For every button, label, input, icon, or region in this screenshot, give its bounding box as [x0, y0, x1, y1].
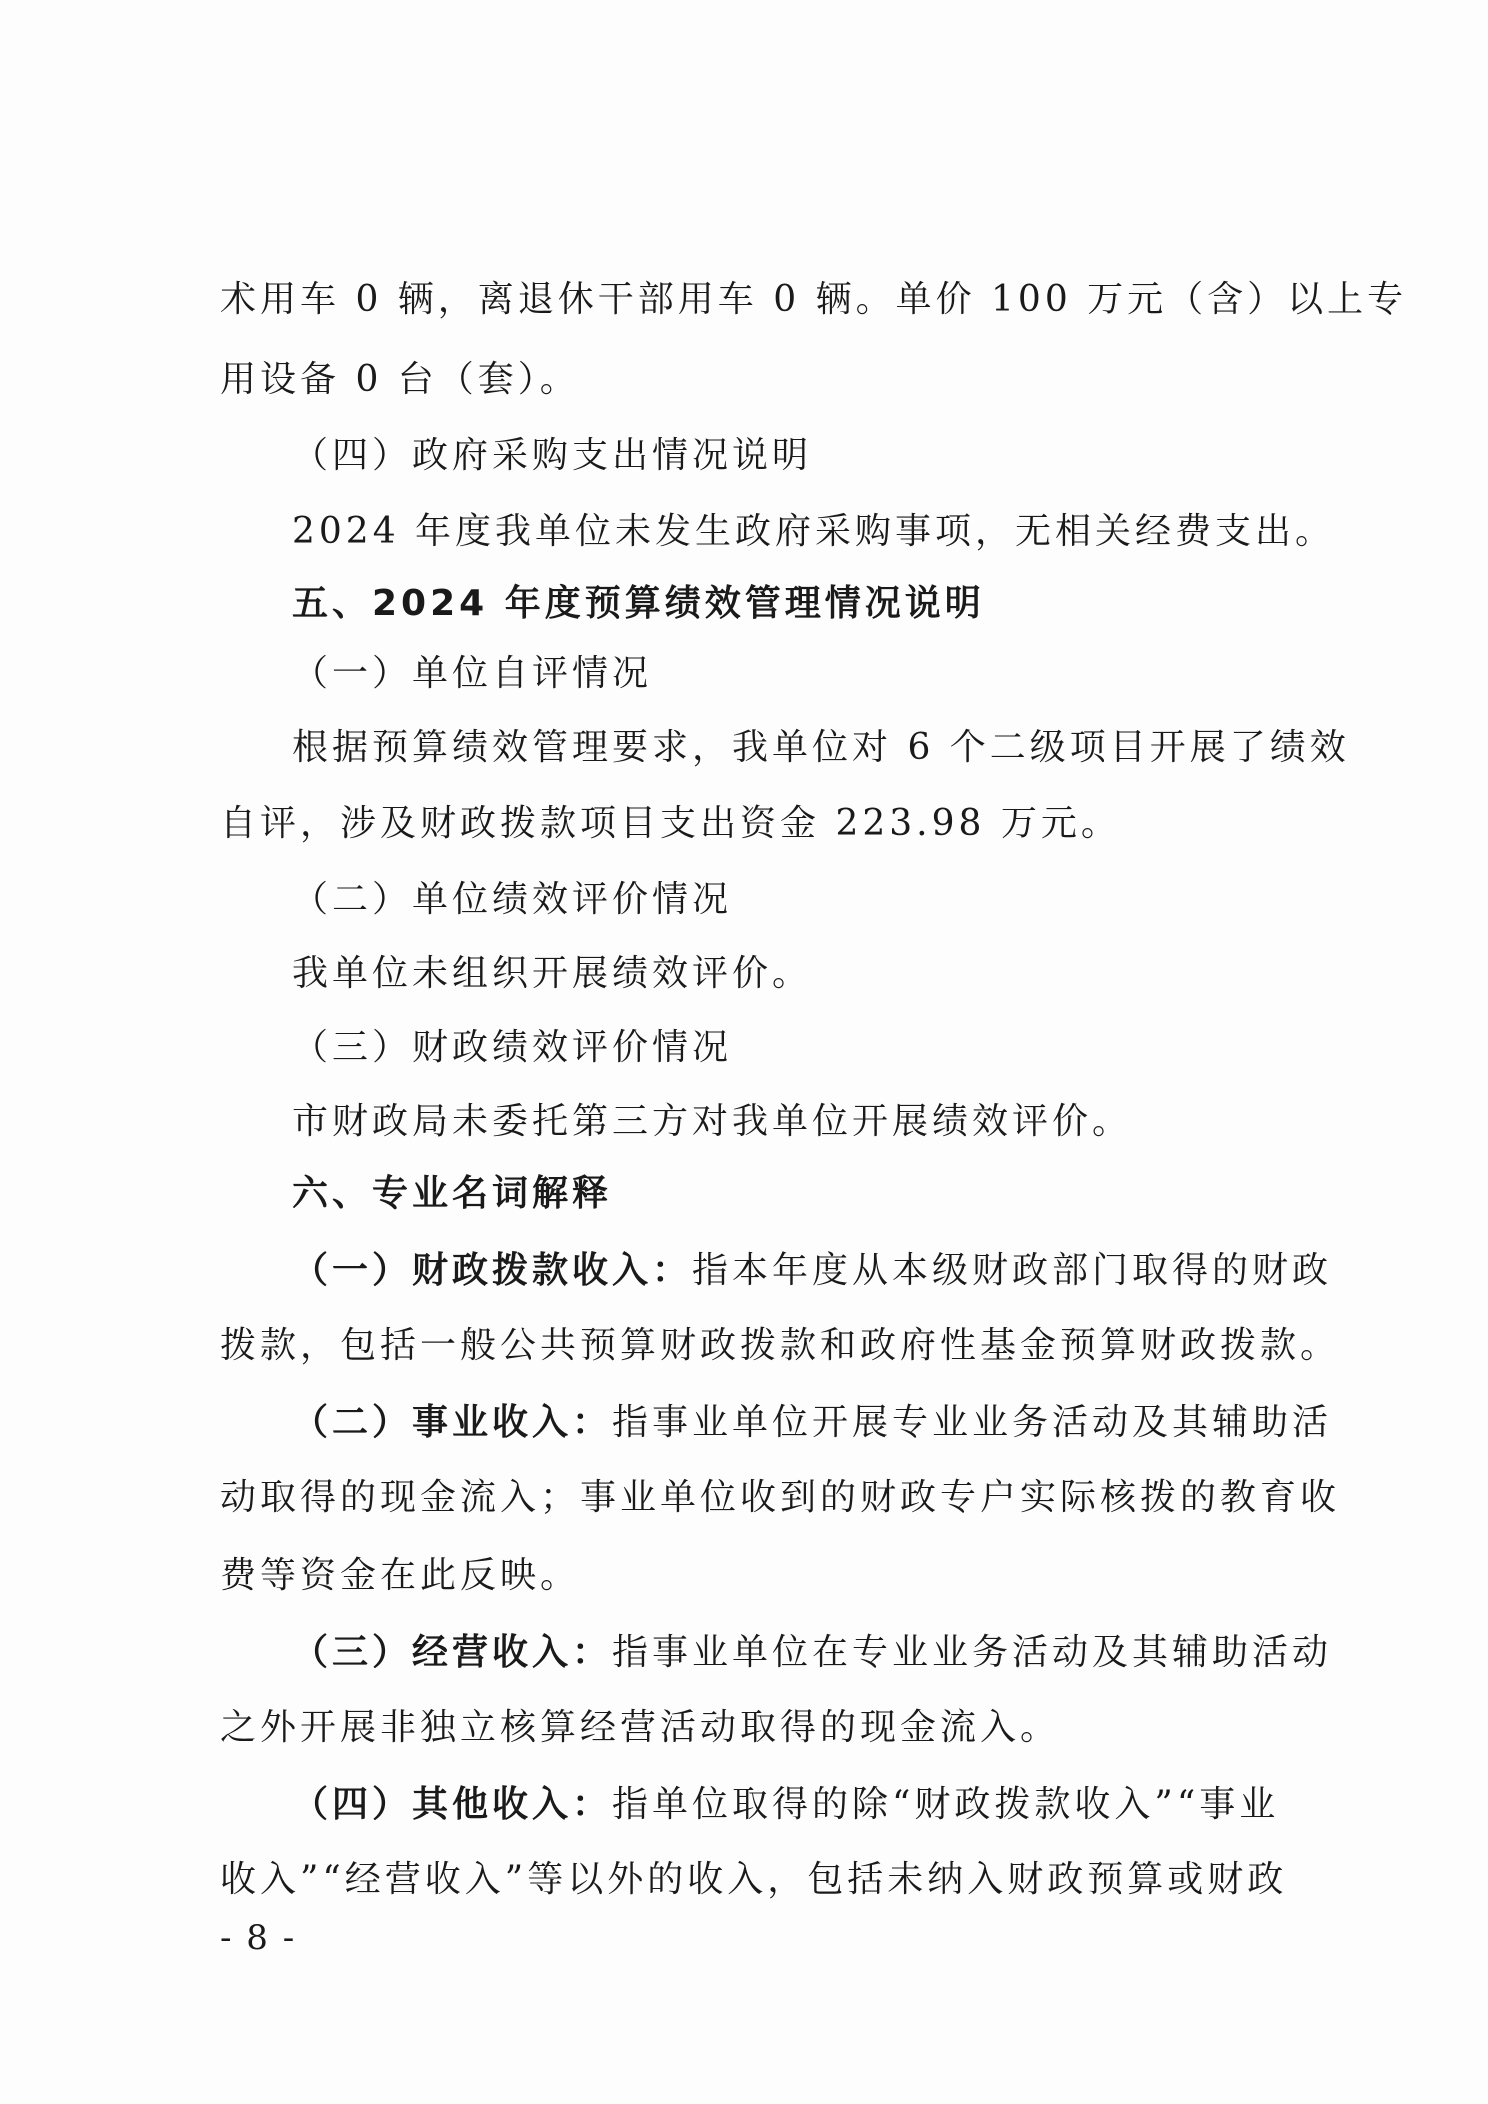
body-text-line [0, 1856, 1488, 1904]
text: 五、2024 年度预算绩效管理情况说明 [292, 583, 985, 624]
text: （二）单位绩效评价情况 [292, 879, 733, 920]
definition-term: （二）事业收入： [292, 1401, 613, 1443]
text: 六、专业名词解释 [292, 1173, 613, 1214]
definition-line [0, 1780, 1488, 1829]
definition-line [0, 1628, 1488, 1677]
definition-line [0, 1246, 1488, 1295]
definition-term: （一）财政拨款收入： [292, 1249, 693, 1291]
text: （四）政府采购支出情况说明 [292, 435, 813, 476]
body-text-line [0, 1322, 1488, 1370]
text: 拨款，包括一般公共预算财政拨款和政府性基金预算财政拨款。 [220, 1325, 1341, 1366]
text: 根据预算绩效管理要求，我单位对 6 个二级项目开展了绩效 [292, 727, 1350, 768]
body-text-line [0, 508, 1488, 556]
text: 收入”“经营收入”等以外的收入，包括未纳入财政预算或财政 [220, 1859, 1288, 1900]
subheading [0, 1024, 1488, 1072]
definition-text: 指事业单位在专业业务活动及其辅助活动 [612, 1632, 1333, 1673]
text: 之外开展非独立核算经营活动取得的现金流入。 [220, 1707, 1061, 1748]
definition-term: （三）经营收入： [292, 1631, 613, 1673]
definition-term: （四）其他收入： [292, 1783, 613, 1825]
subheading [0, 876, 1488, 924]
body-text-line [0, 1098, 1488, 1146]
body-text-line [0, 950, 1488, 998]
body-text-line [0, 800, 1488, 848]
body-text-line [0, 276, 1488, 324]
body-text-line [0, 1552, 1488, 1600]
text: 用设备 0 台（套）。 [220, 359, 580, 400]
text: 费等资金在此反映。 [220, 1555, 581, 1596]
definition-text: 指本年度从本级财政部门取得的财政 [692, 1250, 1333, 1291]
definition-line [0, 1398, 1488, 1447]
body-text-line [0, 356, 1488, 404]
text: 2024 年度我单位未发生政府采购事项，无相关经费支出。 [292, 511, 1336, 552]
body-text-line [0, 1704, 1488, 1752]
text: 市财政局未委托第三方对我单位开展绩效评价。 [292, 1101, 1133, 1142]
section-heading [0, 580, 1488, 628]
subheading [0, 432, 1488, 480]
text: 术用车 0 辆，离退休干部用车 0 辆。单价 100 万元（含）以上专 [220, 279, 1408, 320]
section-heading [0, 1170, 1488, 1218]
text: 我单位未组织开展绩效评价。 [292, 953, 813, 994]
text: （三）财政绩效评价情况 [292, 1027, 733, 1068]
body-text-line [0, 724, 1488, 772]
subheading [0, 650, 1488, 698]
text: 自评，涉及财政拨款项目支出资金 223.98 万元。 [220, 803, 1121, 844]
definition-text: 指单位取得的除“财政拨款收入”“事业 [612, 1784, 1280, 1825]
page-number: - 8 - [220, 1918, 297, 1958]
text: 动取得的现金流入；事业单位收到的财政专户实际核拨的教育收 [220, 1477, 1341, 1518]
body-text-line [0, 1474, 1488, 1522]
definition-text: 指事业单位开展专业业务活动及其辅助活 [612, 1402, 1333, 1443]
text: （一）单位自评情况 [292, 653, 653, 694]
